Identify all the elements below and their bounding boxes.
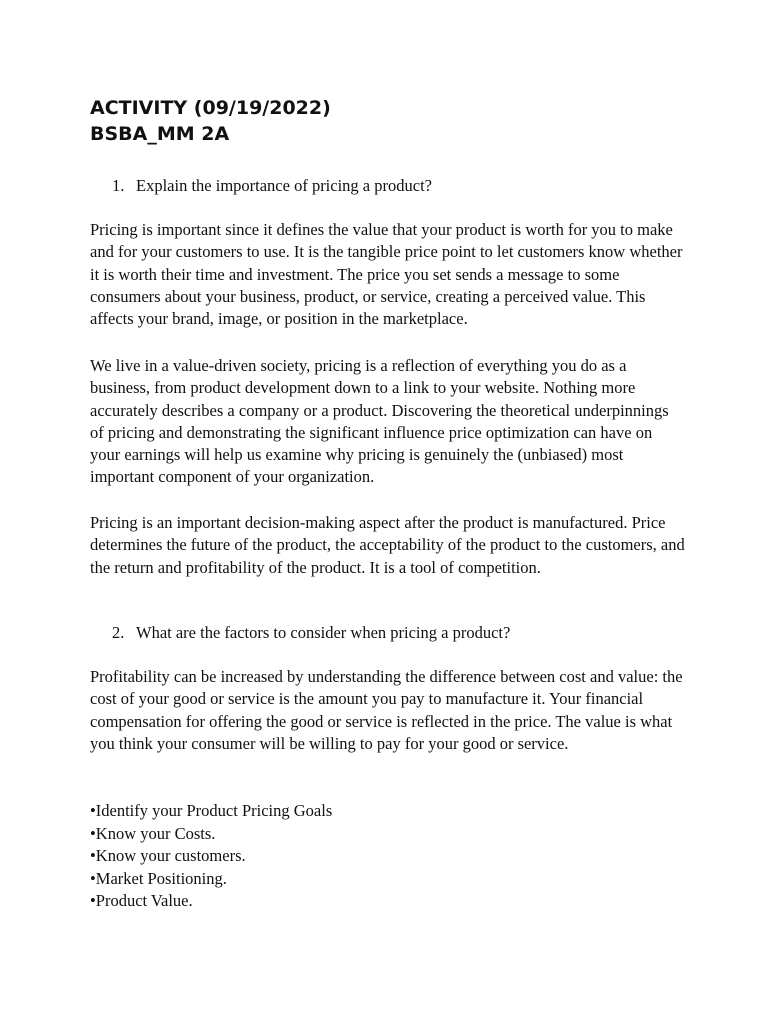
question-1-number: 1.	[112, 176, 125, 195]
answer-1-paragraph-2: We live in a value-driven society, pricing is a reflection of everything you do as a business, from product development down to a link to your website. Nothing more accurately describes a company or a product. Discovering the theoretical underpinnings of pricing and demonstrating the significant influence price optimization can have on your earnings will help us examine why pricing is genuinely the (unbiased) most important component of your organization.	[90, 356, 669, 487]
document-title: ACTIVITY (09/19/2022)	[90, 97, 331, 119]
answer-2-paragraph: Profitability can be increased by understanding the difference between cost and value: the cost of your good or service is the amount you pay to manufacture it. Your financial compensation for offering the good or service is reflected in the price. The value is what you think your consumer will be willing to pay for your good or service.	[90, 667, 683, 753]
list-item: •Product Value.	[90, 891, 193, 910]
question-1	[112, 175, 432, 197]
answer-1-paragraph-1: Pricing is important since it defines the value that your product is worth for you to make and for your customers to use. It is the tangible price point to let customers know whether it is worth their time and investment. The price you set sends a message to some consumers about your business, product, or service, creating a perceived value. This affects your brand, image, or position in the marketplace.	[90, 220, 683, 329]
list-item: •Know your customers.	[90, 846, 246, 865]
list-item: •Know your Costs.	[90, 823, 216, 843]
question-2-text: What are the factors to consider when pricing a product?	[136, 623, 511, 642]
document-subtitle: BSBA_MM 2A	[90, 123, 230, 145]
question-1-text: Explain the importance of pricing a product?	[136, 176, 432, 195]
answer-1-paragraph-3: Pricing is an important decision-making aspect after the product is manufactured. Price determines the future of the product, the acceptability of the product to the customers, and the return and profitability of the product. It is a tool of competition.	[90, 513, 685, 577]
question-2	[112, 622, 510, 644]
list-item: •Market Positioning.	[90, 868, 227, 888]
question-2-number: 2.	[112, 623, 125, 642]
list-item: •Identify your Product Pricing Goals	[90, 801, 333, 820]
pricing-factors-list	[90, 800, 332, 913]
